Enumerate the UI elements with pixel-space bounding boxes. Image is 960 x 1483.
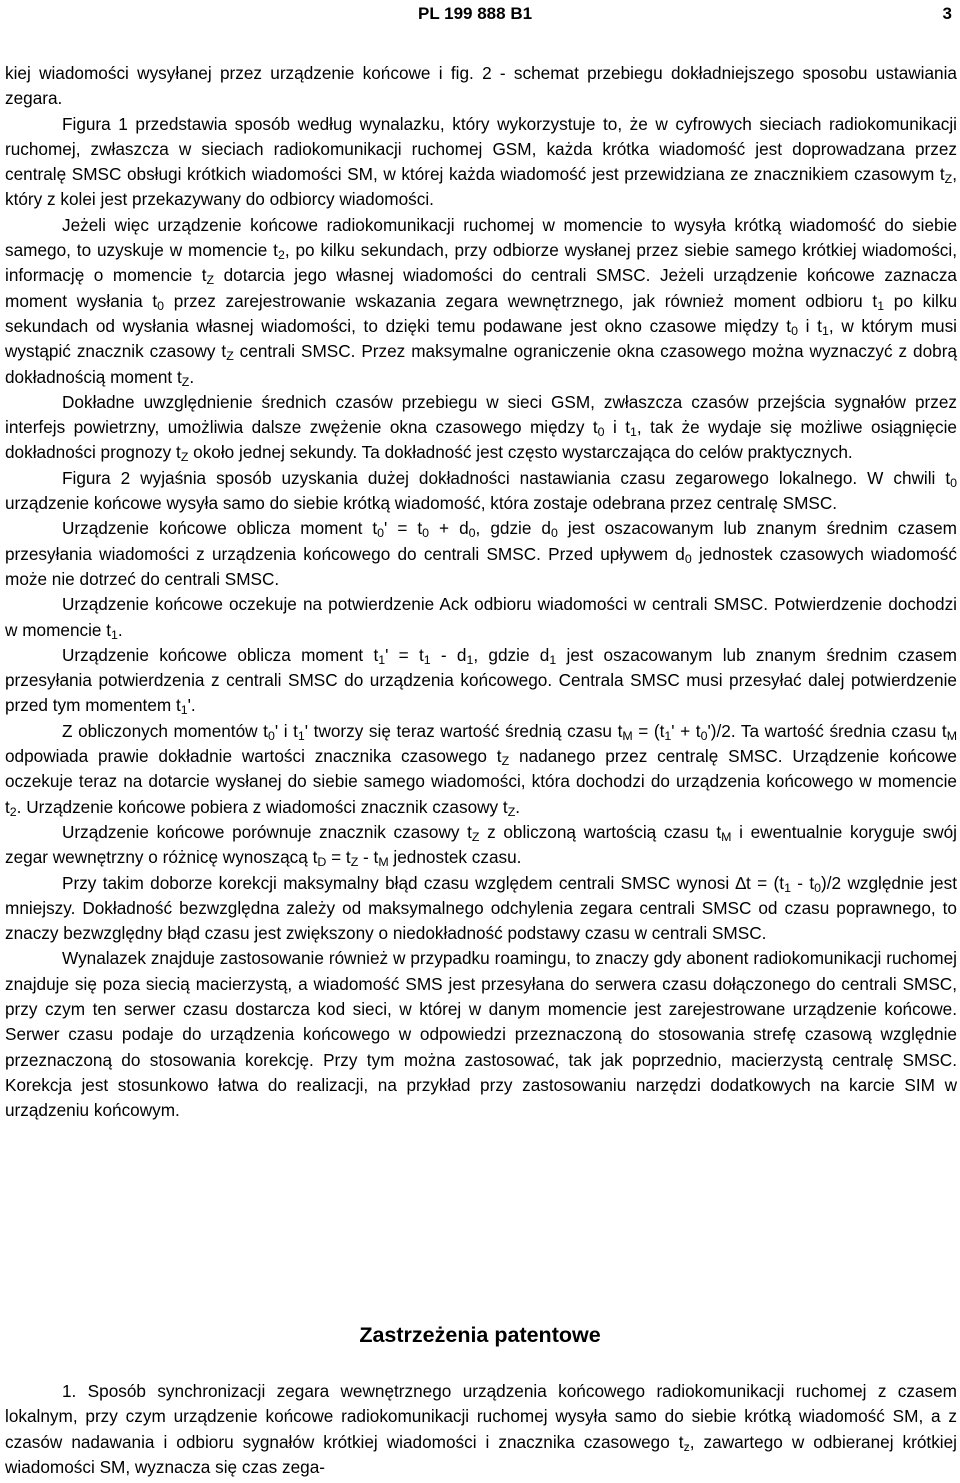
text-run: ' + t <box>671 720 701 741</box>
text-run: odpowiada prawie dokładnie wartości znacznika czasowego t <box>5 746 502 767</box>
text-run: nadanego przez centralę SMSC. Urządzenie końcowe oczekuje teraz na dotarcie wysłanej do siebie samego wiadomości, która dochodzi do urządzenia końcowego w momencie t <box>5 746 957 817</box>
text-run: jest oszacowanym lub znanym średnim czasem przesyłania potwierdzenia z centrali SMSC do urządzenia końcowego. Centrala SMSC musi przesyłać dalej potwierdzenie przed tym momentem t <box>5 644 957 716</box>
text-run: Przy takim doborze korekcji maksymalny błąd czasu względem centrali SMSC wynosi ∆t = (t <box>62 872 785 893</box>
text-run: z obliczoną wartością czasu t <box>479 821 722 842</box>
subscript: 1 <box>821 323 829 338</box>
subscript: 1 <box>378 652 386 667</box>
page-number: 3 <box>942 4 952 23</box>
paragraph <box>5 390 957 466</box>
subscript: 0 <box>468 526 476 541</box>
subscript: 1 <box>877 298 885 313</box>
subscript: 0 <box>814 880 822 895</box>
subscript: 2 <box>9 804 17 819</box>
text-run: i t <box>797 315 822 336</box>
subscript: 0 <box>597 425 605 440</box>
text-run: Figura 1 przedstawia sposób według wynalazku, który wykorzystuje to, że w cyfrowych sieciach radiokomunikacji ruchomej, zwłaszcza w sieciach radiokomunikacji ruchomej GSM, każda krótka wiadomość jest doprowadzana przez centralę SMSC obsługi krótkich wiadomości SM, w której każda wiadomość jest przewidziana ze znacznikiem czasowym t <box>5 113 957 185</box>
claim-1 <box>5 1379 957 1480</box>
text-run: Wynalazek znajduje zastosowanie również w przypadku roamingu, to znaczy gdy abonent radiokomunikacji ruchomej znajduje się poza siecią macierzystą, a wiadomość SMS jest przesyłana do serwera czasu dołączonego do centrali SMSC, przy czym ten serwer czasu dostarcza kod sieci, w której w danym momencie jest zarejestrowane urządzenie końcowe. Serwer czasu podaje do urządzenia końcowego w odpowiedzi przeznaczoną do stosowania strefę czasową względnie przeznaczoną do stosowania korekcję. Przy tym można zastosować, tak jak poprzednio, macierzystą centralę SMSC. Korekcja jest stosunkowo łatwa do realizacji, na przykład przy zastosowaniu narzędzi dodatkowych na karcie SIM w urządzeniu końcowym. <box>5 948 957 1121</box>
text-run: )/2 względnie jest mniejszy. Dokładność bezwzględna zależy od maksymalnego odchylenia zegara centrali SMSC od czasu poprawnego, to znaczy bezwzględny błąd czasu jest zwiększony o niedokładność podstawy czasu w centrali SMSC. <box>5 872 957 944</box>
subscript: 0 <box>157 298 165 313</box>
subscript: Z <box>350 855 359 870</box>
subscript: Z <box>206 273 215 288</box>
paragraph <box>5 213 957 390</box>
text-run: , w którym musi wystąpić znacznik czasowy t <box>5 315 957 362</box>
paragraph <box>5 719 957 820</box>
subscript: 1 <box>423 652 431 667</box>
text-run: - t <box>790 872 815 893</box>
subscript: 1 <box>664 728 672 743</box>
text-run: '. <box>187 695 196 716</box>
text-run: Z obliczonych momentów t <box>62 720 268 741</box>
subscript: M <box>721 829 732 844</box>
subscript: 1 <box>630 425 637 440</box>
text-run: kiej wiadomości wysyłanej przez urządzenie końcowe i fig. 2 - schemat przebiegu dokładniejszego sposobu ustawiania zegara. <box>5 63 957 109</box>
subscript: 0 <box>377 526 385 541</box>
subscript: 0 <box>950 475 957 490</box>
subscript: 1 <box>549 652 557 667</box>
text-run: . <box>189 366 195 387</box>
subscript: 0 <box>684 551 692 566</box>
claims-heading: Zastrzeżenia patentowe <box>359 1323 601 1347</box>
subscript: D <box>317 855 327 870</box>
text-run: urządzenie końcowe wysyła samo do siebie krótką wiadomość, która zostaje odebrana przez centralę SMSC. <box>5 493 838 514</box>
text-run: 1. Sposób synchronizacji zegara wewnętrznego urządzenia końcowego radiokomunikacji ruchomej z czasem lokalnym, przy czym urządzenie końcowe radiokomunikacji ruchomej wysyła samo do siebie krótką wiadomość SM, a z czasów nadawania i odbioru sygnałów krótkiej wiadomości i znacznika czasowego t <box>5 1381 957 1452</box>
text-run: , gdzie d <box>473 644 550 665</box>
text-run: Figura 2 wyjaśnia sposób uzyskania dużej dokładności nastawiania czasu zegarowego lokalnego. W chwili t <box>62 467 951 488</box>
patent-number: PL 199 888 B1 <box>418 4 533 23</box>
paragraph <box>5 466 957 517</box>
subscript: z <box>683 1439 690 1454</box>
subscript: Z <box>181 374 190 389</box>
text-run: ' = t <box>385 644 424 665</box>
subscript: Z <box>507 804 516 819</box>
subscript: 0 <box>700 728 708 743</box>
text-run: , zawartego w odbieranej krótkiej wiadomości SM, wyznacza się czas zega- <box>5 1431 957 1477</box>
page-header <box>0 4 960 26</box>
text-run: , który z kolei jest przekazywany do odbiorcy wiadomości. <box>5 164 957 210</box>
text-run: przez zarejestrowanie wskazania zegara wewnętrznego, jak również moment odbioru t <box>164 290 878 311</box>
subscript: 0 <box>422 526 430 541</box>
subscript: Z <box>501 754 510 769</box>
subscript: M <box>946 728 957 743</box>
text-run: = t <box>326 847 351 868</box>
subscript: M <box>378 855 389 870</box>
text-run: Dokładne uwzględnienie średnich czasów przebiegu w sieci GSM, zwłaszcza czasów przejścia sygnałów przez interfejs powietrzny, umożliwia dalsze zwężenie okna czasowego między t <box>5 391 957 438</box>
paragraph <box>5 946 957 1123</box>
text-run: dotarcia jego własnej wiadomości do centrali SMSC. Jeżeli urządzenie końcowe zaznacza moment wysłania t <box>5 265 957 311</box>
paragraph <box>5 516 957 592</box>
claims-body <box>5 1379 957 1480</box>
paragraph <box>5 112 957 213</box>
subscript: 0 <box>267 728 275 743</box>
text-run: Jeżeli więc urządzenie końcowe radiokomunikacji ruchomej w momencie to wysyła krótką wiadomość do siebie samego, to uzyskuje w momencie t <box>5 214 957 261</box>
text-run: , po kilku sekundach, przy odbiorze wysłanej przez siebie samego krótkiej wiadomości, informację o momencie t <box>5 240 957 286</box>
text-run: centrali SMSC. Przez maksymalne ograniczenie okna czasowego można wyznaczyć z dobrą dokładnością moment t <box>5 341 957 387</box>
subscript: 0 <box>791 323 798 338</box>
subscript: Z <box>180 450 189 465</box>
text-run: = (t <box>632 720 665 741</box>
text-run: i t <box>604 417 631 438</box>
text-run: , gdzie d <box>475 518 551 539</box>
paragraph <box>5 592 957 643</box>
paragraph <box>5 820 957 871</box>
text-run: ' tworzy się teraz wartość średnią czasu t <box>304 720 623 741</box>
text-run: Urządzenie końcowe oblicza moment t <box>62 518 378 539</box>
subscript: 1 <box>297 728 305 743</box>
subscript: Z <box>471 829 480 844</box>
text-run: . <box>117 619 123 640</box>
text-run: . <box>515 796 521 817</box>
text-run: ' = t <box>384 518 423 539</box>
subscript: 1 <box>784 880 791 895</box>
subscript: Z <box>226 349 234 364</box>
text-run: jednostek czasu. <box>388 847 522 868</box>
paragraph <box>5 643 957 719</box>
text-run: Urządzenie końcowe porównuje znacznik czasowy t <box>62 821 472 842</box>
text-run: po kilku sekundach od wysłania własnej wiadomości, to dzięki temu podawane jest okno czasowe między t <box>5 290 958 336</box>
text-run: ' i t <box>274 720 298 741</box>
subscript: 2 <box>277 248 285 263</box>
text-run: . Urządzenie końcowe pobiera z wiadomości znacznik czasowy t <box>16 796 508 817</box>
subscript: 1 <box>466 652 474 667</box>
paragraph <box>5 871 957 947</box>
subscript: M <box>622 728 633 743</box>
text-run: Urządzenie końcowe oblicza moment t <box>62 644 379 665</box>
paragraph <box>5 61 957 112</box>
text-run: + d <box>429 518 469 539</box>
description-body <box>5 61 957 1123</box>
subscript: 1 <box>111 627 118 642</box>
text-run: jednostek czasowych wiadomość może nie dotrzeć do centrali SMSC. <box>5 543 957 589</box>
subscript: 1 <box>180 703 188 718</box>
subscript: 0 <box>550 526 558 541</box>
text-run: jest oszacowanym lub znanym średnim czasem przesyłania wiadomości z urządzenia końcowego do centrali SMSC. Przed upływem d <box>5 518 957 564</box>
subscript: Z <box>944 172 953 187</box>
text-run: , tak że wydaje się możliwe osiągnięcie dokładności prognozy t <box>5 417 957 463</box>
text-run: - d <box>430 644 467 665</box>
text-run: Urządzenie końcowe oczekuje na potwierdzenie Ack odbioru wiadomości w centrali SMSC. Potwierdzenie dochodzi w momencie t <box>5 594 957 640</box>
text-run: około jednej sekundy. Ta dokładność jest często wystarczająca do celów praktycznych. <box>188 442 853 463</box>
text-run: ')/2. Ta wartość średnia czasu t <box>707 720 947 741</box>
text-run: - t <box>358 847 379 868</box>
text-run: i ewentualnie koryguje swój zegar wewnętrzny o różnicę wynoszącą t <box>5 821 957 868</box>
